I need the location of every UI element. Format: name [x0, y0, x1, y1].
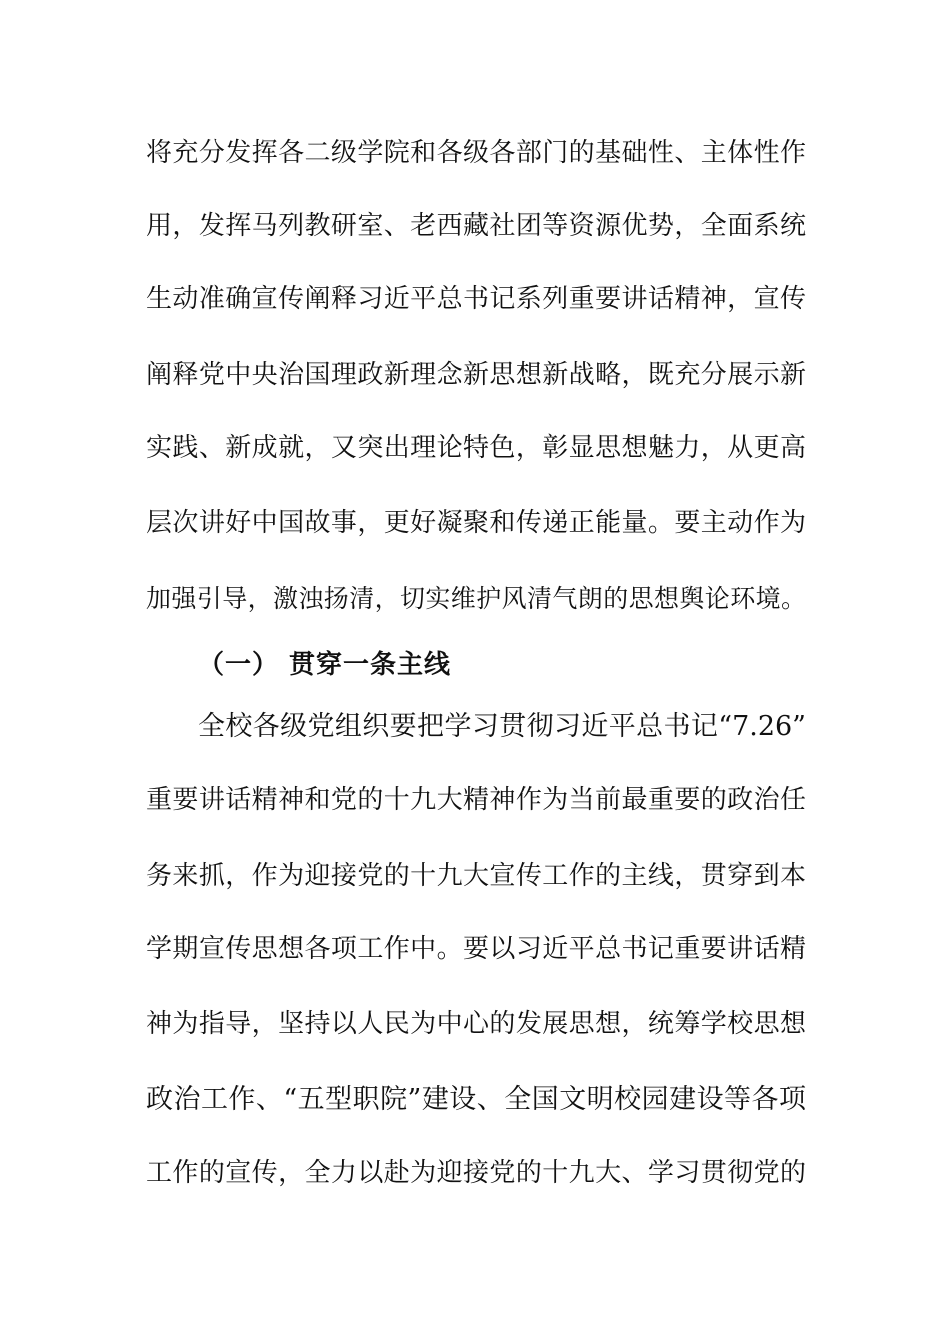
paragraph-2-line: 全校各级党组织要把学习贯彻习近平总书记“7.26”: [198, 711, 806, 742]
paragraph-2-line: 务来抓，作为迎接党的十九大宣传工作的主线，贯穿到本: [146, 861, 806, 891]
paragraph-1-line: 将充分发挥各二级学院和各级各部门的基础性、主体性作: [146, 138, 806, 168]
paragraph-2-line: 重要讲话精神和党的十九大精神作为当前最重要的政治任: [146, 785, 806, 815]
paragraph-2-line: 神为指导，坚持以人民为中心的发展思想，统筹学校思想: [146, 1009, 806, 1039]
paragraph-1-line: 加强引导，激浊扬清，切实维护风清气朗的思想舆论环境。: [146, 584, 806, 613]
paragraph-2-line: 工作的宣传，全力以赴为迎接党的十九大、学习贯彻党的: [146, 1158, 806, 1188]
paragraph-2-line: 政治工作、“五型职院”建设、全国文明校园建设等各项: [146, 1084, 806, 1115]
paragraph-1-line: 层次讲好中国故事，更好凝聚和传递正能量。要主动作为: [146, 508, 806, 538]
section-heading: （一） 贯穿一条主线: [198, 650, 452, 680]
paragraph-1-line: 用，发挥马列教研室、老西藏社团等资源优势，全面系统: [146, 211, 806, 241]
paragraph-2-line: 学期宣传思想各项工作中。要以习近平总书记重要讲话精: [146, 934, 806, 964]
paragraph-1-line: 阐释党中央治国理政新理念新思想新战略，既充分展示新: [146, 360, 806, 390]
paragraph-1-line: 生动准确宣传阐释习近平总书记系列重要讲话精神，宣传: [146, 284, 806, 314]
paragraph-1-line: 实践、新成就，又突出理论特色，彰显思想魅力，从更高: [146, 433, 806, 463]
